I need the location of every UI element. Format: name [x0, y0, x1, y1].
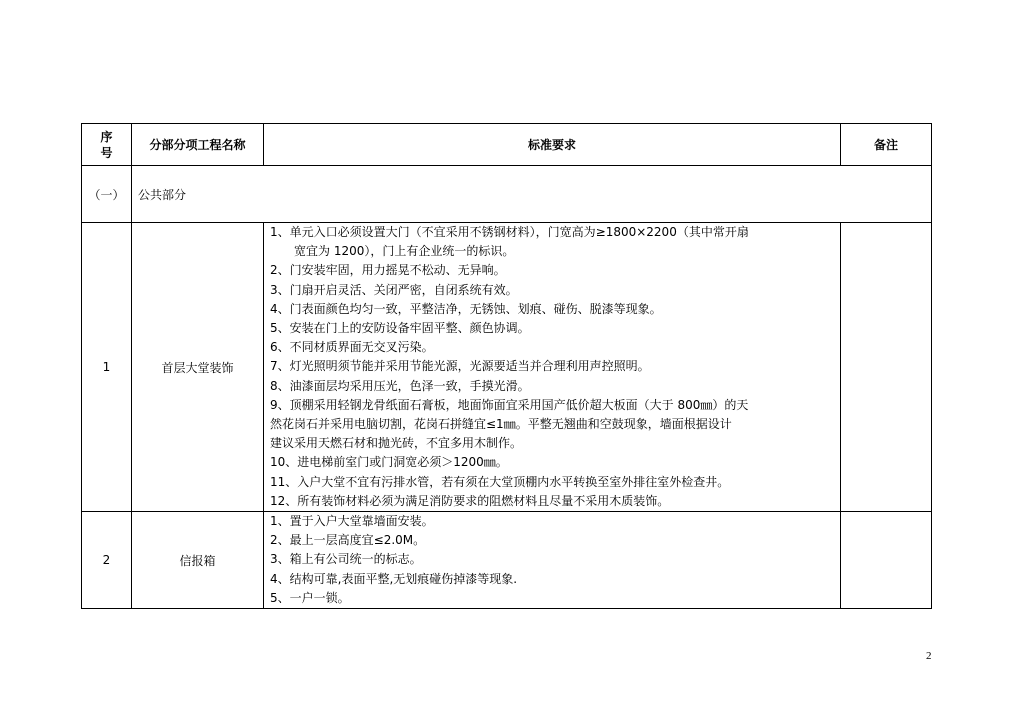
requirement-line: 7、灯光照明须节能并采用节能光源，光源要适当并合理利用声控照明。 — [270, 359, 650, 374]
section-row — [82, 166, 932, 223]
header-req: 标准要求 — [264, 124, 841, 166]
section-title: 公共部分 — [132, 166, 932, 223]
row-item-name: 首层大堂装饰 — [132, 223, 264, 512]
row-number: 1 — [82, 223, 132, 512]
row-requirements — [264, 223, 841, 512]
header-row — [82, 124, 932, 166]
requirement-line: 8、油漆面层均采用压光，色泽一致，手摸光滑。 — [270, 378, 530, 393]
header-seq-line1: 序 — [100, 129, 113, 144]
row-note — [841, 223, 932, 512]
row-requirements — [264, 512, 841, 609]
requirement-line: 12、所有装饰材料必须为满足消防要求的阻燃材料且尽量不采用木质装饰。 — [270, 493, 670, 508]
requirement-line: 1、置于入户大堂靠墙面安装。 — [270, 514, 434, 529]
requirement-line: 2、门安装牢固，用力摇晃不松动、无异响。 — [270, 263, 506, 278]
header-note: 备注 — [841, 124, 932, 166]
header-name: 分部分项工程名称 — [132, 124, 264, 166]
standards-table — [81, 123, 932, 609]
page-number: 2 — [926, 650, 932, 662]
header-seq — [82, 124, 132, 166]
requirement-line: 2、最上一层高度宜≤2.0M。 — [270, 533, 426, 548]
row-number: 2 — [82, 512, 132, 609]
requirement-line: 6、不同材质界面无交叉污染。 — [270, 340, 434, 355]
row-item-name: 信报箱 — [132, 512, 264, 609]
requirement-line: 5、安装在门上的安防设备牢固平整、颜色协调。 — [270, 321, 530, 336]
requirement-line: 宽宜为 1200），门上有企业统一的标识。 — [294, 244, 515, 259]
requirement-line: 3、门扇开启灵活、关闭严密，自闭系统有效。 — [270, 282, 518, 297]
requirement-line: 1、单元入口必须设置大门（不宜采用不锈钢材料），门宽高为≥1800×2200（其中常开扇 — [270, 225, 749, 239]
requirement-line: 10、进电梯前室门或门洞宽必须＞1200㎜。 — [270, 455, 508, 470]
header-seq-line2: 号 — [100, 145, 113, 160]
requirement-line: 3、箱上有公司统一的标志。 — [270, 552, 422, 567]
requirement-line: 4、结构可靠,表面平整,无划痕碰伤掉漆等现象. — [270, 571, 518, 586]
requirement-line: 然花岗石并采用电脑切割，花岗石拼缝宜≤1㎜。平整无翘曲和空鼓现象，墙面根据设计 — [270, 417, 732, 432]
requirement-line: 5、一户一锁。 — [270, 590, 350, 605]
table-row — [82, 512, 932, 609]
requirement-line: 11、入户大堂不宜有污排水管，若有须在大堂顶棚内水平转换至室外排往室外检查井。 — [270, 474, 730, 489]
requirement-line: 9、顶棚采用轻钢龙骨纸面石膏板，地面饰面宜采用国产低价超大板面（大于 800㎜）的天 — [270, 397, 749, 412]
requirement-line: 建议采用天燃石材和抛光砖，不宜多用木制作。 — [270, 436, 523, 451]
table-row — [82, 223, 932, 512]
section-no: （一） — [82, 166, 132, 223]
requirement-line: 4、门表面颜色均匀一致，平整洁净，无锈蚀、划痕、碰伤、脱漆等现象。 — [270, 301, 662, 316]
row-note — [841, 512, 932, 609]
